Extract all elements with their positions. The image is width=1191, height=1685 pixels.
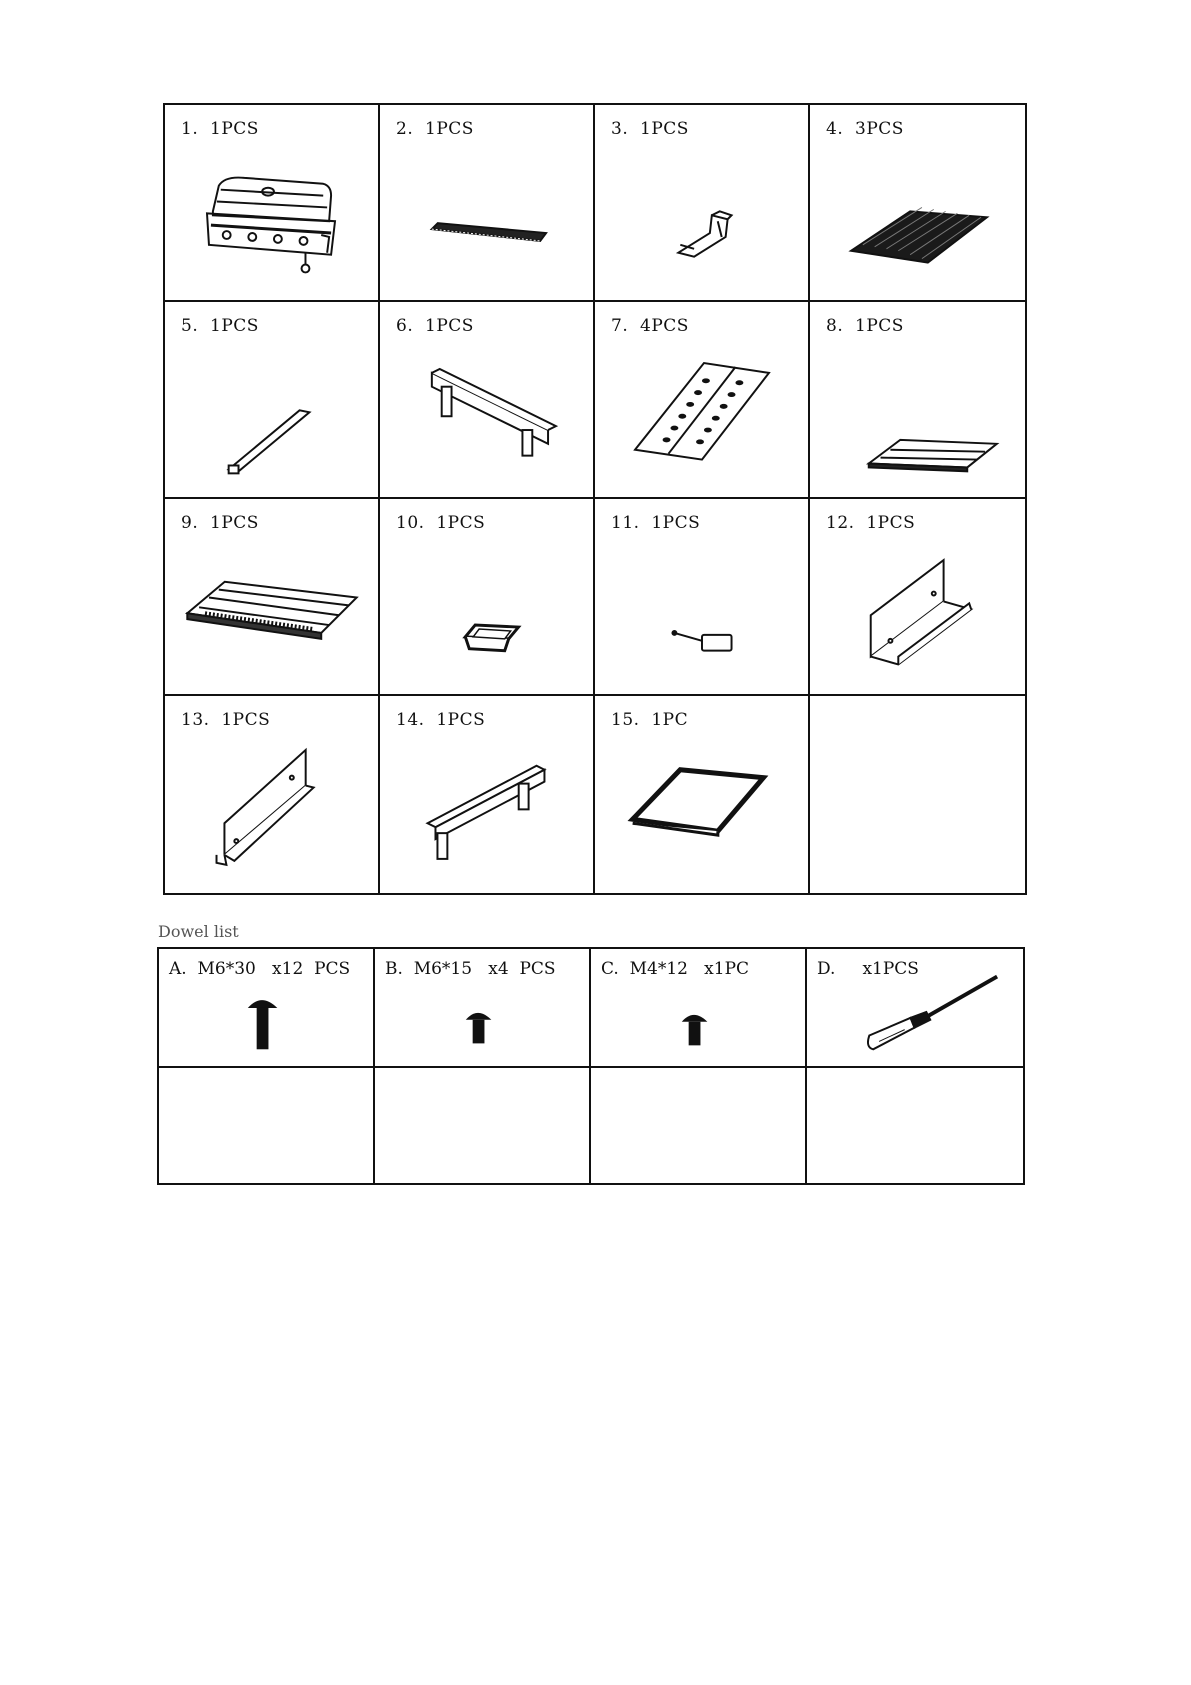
part-cell-5 — [165, 302, 380, 499]
part-label: 8. 1PCS — [826, 316, 904, 336]
dowel-cell-b — [375, 949, 591, 1068]
part-label: 15. 1PC — [611, 710, 689, 730]
back-rail-illustration — [380, 696, 593, 893]
part-cell-15 — [595, 696, 810, 893]
screwdriver-icon — [807, 949, 1023, 1066]
dowel-cell-c — [591, 949, 807, 1068]
part-cell-14 — [380, 696, 595, 893]
dowel-list-title: Dowel list — [158, 922, 239, 941]
dowel-cell-empty — [159, 1068, 375, 1183]
bar-illustration — [165, 302, 378, 497]
cover-plate-illustration — [595, 696, 808, 893]
side-bracket-illustration — [810, 499, 1025, 694]
part-cell-11 — [595, 499, 810, 696]
part-label: 1. 1PCS — [181, 119, 259, 139]
igniter-illustration — [595, 499, 808, 694]
grease-cup-illustration — [380, 499, 593, 694]
dowel-label: D. x1PCS — [817, 959, 919, 979]
part-cell-1 — [165, 105, 380, 302]
dowel-grid — [157, 947, 1025, 1185]
part-label: 9. 1PCS — [181, 513, 259, 533]
part-cell-9 — [165, 499, 380, 696]
warming-rack-illustration — [380, 105, 593, 300]
part-cell-13 — [165, 696, 380, 893]
part-cell-4 — [810, 105, 1025, 302]
small-bolt-icon — [591, 949, 805, 1066]
dowel-label: A. M6*30 x12 PCS — [169, 959, 351, 979]
part-label: 6. 1PCS — [396, 316, 474, 336]
dowel-label: C. M4*12 x1PC — [601, 959, 750, 979]
part-label: 7. 4PCS — [611, 316, 689, 336]
part-label: 3. 1PCS — [611, 119, 689, 139]
tray-illustration — [810, 302, 1025, 497]
part-label: 4. 3PCS — [826, 119, 904, 139]
part-cell-8 — [810, 302, 1025, 499]
dowel-label: B. M6*15 x4 PCS — [385, 959, 556, 979]
part-cell-2 — [380, 105, 595, 302]
part-label: 12. 1PCS — [826, 513, 916, 533]
part-cell-empty — [810, 696, 1025, 893]
part-label: 14. 1PCS — [396, 710, 486, 730]
front-rail-illustration — [380, 302, 593, 497]
part-label: 11. 1PCS — [611, 513, 701, 533]
flame-tamer-illustration — [595, 302, 808, 497]
dowel-cell-empty — [375, 1068, 591, 1183]
cooking-grate-illustration — [810, 105, 1025, 300]
part-cell-7 — [595, 302, 810, 499]
part-label: 10. 1PCS — [396, 513, 486, 533]
dowel-cell-empty — [807, 1068, 1023, 1183]
drip-tray-illustration — [165, 499, 378, 694]
parts-grid — [163, 103, 1027, 895]
short-bolt-icon — [375, 949, 589, 1066]
dowel-cell-a — [159, 949, 375, 1068]
part-label: 5. 1PCS — [181, 316, 259, 336]
part-cell-10 — [380, 499, 595, 696]
part-cell-12 — [810, 499, 1025, 696]
part-label: 2. 1PCS — [396, 119, 474, 139]
long-bolt-icon — [159, 949, 373, 1066]
dowel-cell-d — [807, 949, 1023, 1068]
dowel-cell-empty — [591, 1068, 807, 1183]
part-label: 13. 1PCS — [181, 710, 271, 730]
part-cell-6 — [380, 302, 595, 499]
grill-head-illustration — [165, 105, 378, 300]
part-cell-3 — [595, 105, 810, 302]
bracket-illustration — [595, 105, 808, 300]
side-panel-illustration — [165, 696, 378, 893]
